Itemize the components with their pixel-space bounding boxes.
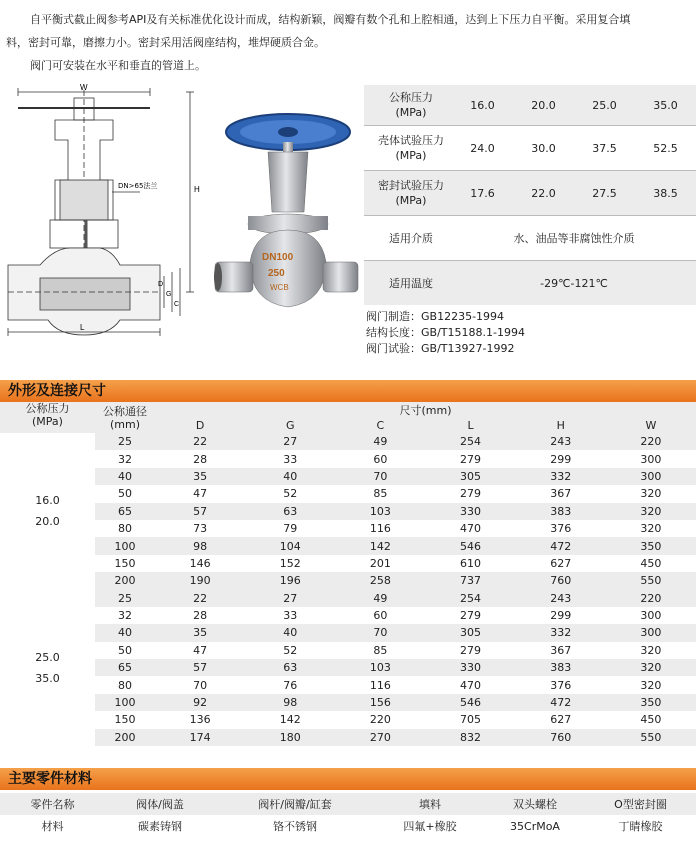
size-cell: 760	[516, 572, 606, 589]
standard-item: 阀门制造：GB12235-1994	[366, 310, 505, 323]
spec-value: 16.0	[470, 98, 495, 112]
size-cell: 546	[425, 694, 515, 711]
spec-value: 17.6	[470, 186, 495, 200]
intro-text	[6, 8, 696, 77]
size-cell: 104	[245, 537, 335, 554]
size-cell: 279	[460, 643, 482, 657]
size-cell: 35	[155, 468, 245, 485]
size-cell: 254	[425, 590, 515, 607]
size-cell: 705	[460, 713, 482, 727]
dn-cell: 40	[95, 468, 155, 485]
table-row	[0, 642, 696, 659]
size-cell: 156	[335, 694, 425, 711]
table-row	[0, 607, 696, 624]
pressure-group-label: 16.0 20.0	[0, 433, 95, 590]
spec-table	[364, 85, 696, 357]
size-cell: 70	[335, 468, 425, 485]
dn-cell: 50	[118, 487, 132, 501]
size-cell: 254	[425, 433, 515, 450]
size-cell: 174	[155, 729, 245, 746]
size-cell: 376	[550, 678, 572, 692]
spec-value: 22.0	[531, 186, 556, 200]
size-cell: 279	[460, 452, 482, 466]
g-label: G	[166, 291, 172, 298]
size-cell: 320	[640, 487, 662, 501]
size-cell: 52	[283, 487, 298, 501]
table-row	[0, 676, 696, 693]
size-cell: 92	[155, 694, 245, 711]
valve-product-photo	[210, 112, 360, 332]
standards-list	[364, 309, 696, 357]
dn-cell: 65	[95, 659, 155, 676]
size-cell: 832	[425, 729, 515, 746]
dn-cell: 32	[118, 452, 132, 466]
size-cell: 98	[245, 694, 335, 711]
size-cell: 383	[516, 503, 606, 520]
header-col: D	[195, 419, 205, 432]
size-cell: 47	[193, 643, 208, 657]
size-cell: 550	[606, 729, 696, 746]
size-cell: 116	[369, 522, 391, 536]
size-cell: 470	[460, 678, 482, 692]
size-cell: 332	[516, 468, 606, 485]
materials-table	[0, 793, 696, 837]
table-row	[0, 555, 696, 572]
size-cell: 47	[193, 487, 208, 501]
size-cell: 470	[460, 522, 482, 536]
header-col: G	[285, 419, 295, 432]
size-cell: 49	[335, 590, 425, 607]
table-row	[0, 485, 696, 502]
dn-cell: 100	[95, 537, 155, 554]
size-cell: 63	[245, 659, 335, 676]
size-cell: 243	[516, 590, 606, 607]
size-cell: 376	[550, 522, 572, 536]
materials-cell: 铬不锈钢	[273, 820, 317, 833]
size-cell: 70	[335, 624, 425, 641]
size-cell: 220	[606, 590, 696, 607]
spec-row-medium	[364, 215, 696, 260]
size-cell: 136	[189, 713, 211, 727]
size-cell: 60	[373, 452, 388, 466]
materials-header-cell: 阀体/阀盖	[105, 793, 215, 815]
size-cell: 299	[550, 609, 572, 623]
dn-cell: 100	[95, 694, 155, 711]
size-cell: 320	[640, 678, 662, 692]
table-row	[0, 537, 696, 554]
dimensions-header-row	[0, 402, 696, 418]
header-col: H	[556, 419, 565, 432]
spec-label: 壳体试验压力	[378, 134, 444, 147]
materials-header-row	[0, 793, 696, 815]
size-cell: 33	[283, 452, 298, 466]
size-cell: 330	[425, 659, 515, 676]
spec-row-temperature	[364, 260, 696, 305]
table-row	[0, 729, 696, 746]
dn-cell: 65	[95, 503, 155, 520]
size-cell: 320	[640, 522, 662, 536]
size-cell: 79	[283, 522, 298, 536]
spec-value: 27.5	[592, 186, 617, 200]
dimensions-body	[0, 433, 696, 746]
l-label: L	[80, 323, 85, 332]
materials-header-cell: 阀杆/阀瓣/缸套	[215, 793, 375, 815]
size-cell: 22	[155, 433, 245, 450]
materials-header-cell: O型密封圈	[585, 793, 696, 815]
dn-cell: 200	[95, 572, 155, 589]
dimensions-section-title: 外形及连接尺寸	[0, 380, 696, 402]
size-cell: 300	[640, 609, 662, 623]
dimensions-table	[0, 402, 696, 746]
table-row	[0, 468, 696, 485]
size-cell: 142	[279, 713, 301, 727]
spec-value: 25.0	[592, 98, 617, 112]
table-row	[0, 450, 696, 467]
size-cell: 627	[550, 556, 572, 570]
table-row	[0, 659, 696, 676]
dn-cell: 150	[114, 713, 136, 727]
size-cell: 98	[155, 537, 245, 554]
materials-cell: 碳素铸钢	[138, 820, 182, 833]
materials-header-cell: 双头螺栓	[485, 793, 585, 815]
size-cell: 270	[335, 729, 425, 746]
spec-label: 公称压力	[389, 91, 433, 104]
size-cell: 201	[369, 556, 391, 570]
materials-header-cell: 零件名称	[0, 793, 105, 815]
spec-label: 密封试验压力	[378, 179, 444, 192]
spec-unit: (MPa)	[395, 149, 427, 162]
size-cell: 350	[606, 694, 696, 711]
size-cell: 70	[193, 678, 208, 692]
header-dn: 公称通径 (mm)	[103, 404, 147, 431]
table-row	[0, 520, 696, 537]
size-cell: 320	[606, 659, 696, 676]
materials-cell: 四氟+橡胶	[403, 820, 457, 833]
size-cell: 22	[155, 590, 245, 607]
size-cell: 330	[425, 503, 515, 520]
photo-stamp-pressure: 250	[268, 268, 285, 279]
size-cell: 243	[516, 433, 606, 450]
header-col: L	[467, 419, 474, 432]
size-cell: 220	[369, 713, 391, 727]
h-label: H	[194, 185, 200, 194]
size-cell: 33	[283, 609, 298, 623]
size-cell: 116	[369, 678, 391, 692]
size-cell: 146	[189, 556, 211, 570]
spec-value: 37.5	[592, 141, 617, 155]
size-cell: 450	[640, 556, 662, 570]
materials-row	[0, 815, 696, 837]
dn-cell: 50	[118, 643, 132, 657]
size-cell: 610	[460, 556, 482, 570]
spec-value: 52.5	[653, 141, 678, 155]
size-cell: 103	[335, 503, 425, 520]
size-cell: 142	[335, 537, 425, 554]
w-label: W	[80, 83, 88, 92]
dn-cell: 25	[95, 590, 155, 607]
size-cell: 76	[283, 678, 298, 692]
size-cell: 320	[640, 643, 662, 657]
pressure-group-label: 25.0 35.0	[0, 590, 95, 747]
temp-label: 适用温度	[389, 276, 433, 290]
size-cell: 300	[606, 468, 696, 485]
size-cell: 450	[640, 713, 662, 727]
header-col: C	[376, 419, 385, 432]
materials-header-cell: 填料	[375, 793, 485, 815]
dn-cell: 80	[118, 678, 132, 692]
size-cell: 320	[606, 503, 696, 520]
intro-line-1: 自平衡式截止阀参考API及有关标准优化设计而成，结构新颖，阀瓣有数个孔和上腔相通，达到上下压力自平衡。采用复合填	[30, 13, 631, 26]
dn-cell: 80	[118, 522, 132, 536]
dn-cell: 25	[95, 433, 155, 450]
size-cell: 57	[155, 659, 245, 676]
table-row	[0, 624, 696, 641]
spec-row-shell-test	[364, 125, 696, 170]
materials-cell: 丁睛橡胶	[618, 820, 663, 833]
c-label: C	[174, 301, 180, 308]
table-row	[0, 694, 696, 711]
spec-value: 35.0	[653, 98, 678, 112]
intro-line-2: 料，密封可靠，磨擦力小。密封采用活阀座结构，堆焊硬质合金。	[6, 36, 325, 49]
size-cell: 300	[640, 452, 662, 466]
size-cell: 627	[550, 713, 572, 727]
size-cell: 28	[193, 609, 208, 623]
size-cell: 332	[516, 624, 606, 641]
medium-label: 适用介质	[389, 231, 433, 245]
header-pressure: 公称压力 (MPa)	[25, 402, 70, 428]
size-cell: 63	[245, 503, 335, 520]
materials-section-title: 主要零件材料	[0, 768, 696, 790]
size-cell: 737	[425, 572, 515, 589]
size-cell: 28	[193, 452, 208, 466]
spec-unit: (MPa)	[395, 106, 427, 119]
size-cell: 27	[245, 590, 335, 607]
size-cell: 180	[245, 729, 335, 746]
size-cell: 60	[373, 609, 388, 623]
size-cell: 49	[335, 433, 425, 450]
size-cell: 472	[516, 537, 606, 554]
header-size: 尺寸(mm)	[399, 404, 452, 417]
size-cell: 472	[516, 694, 606, 711]
size-cell: 85	[373, 643, 388, 657]
size-cell: 40	[245, 468, 335, 485]
dn-cell: 150	[114, 556, 136, 570]
spec-value: 38.5	[653, 186, 678, 200]
valve-section-drawing	[0, 80, 210, 340]
size-cell: 760	[516, 729, 606, 746]
table-row	[0, 711, 696, 728]
size-cell: 305	[425, 468, 515, 485]
size-cell: 190	[155, 572, 245, 589]
standard-item: 结构长度：GB/T15188.1-1994	[366, 326, 525, 339]
size-cell: 40	[245, 624, 335, 641]
dn-cell: 40	[95, 624, 155, 641]
materials-cell: 35CrMoA	[510, 819, 560, 833]
size-cell: 367	[550, 487, 572, 501]
spec-row-seal-test	[364, 170, 696, 215]
size-cell: 279	[460, 487, 482, 501]
spec-value: 30.0	[531, 141, 556, 155]
size-cell: 305	[425, 624, 515, 641]
size-cell: 152	[279, 556, 301, 570]
spec-row-nominal-pressure	[364, 85, 696, 125]
table-row	[0, 572, 696, 589]
size-cell: 367	[550, 643, 572, 657]
temp-value: -29℃-121℃	[540, 276, 608, 290]
size-cell: 196	[245, 572, 335, 589]
size-cell: 300	[606, 624, 696, 641]
size-cell: 73	[193, 522, 208, 536]
size-cell: 103	[335, 659, 425, 676]
spec-value: 20.0	[531, 98, 556, 112]
size-cell: 85	[373, 487, 388, 501]
size-cell: 383	[516, 659, 606, 676]
size-cell: 27	[245, 433, 335, 450]
size-cell: 350	[606, 537, 696, 554]
header-col: W	[645, 419, 657, 432]
dn-cell: 32	[118, 609, 132, 623]
flange-note: DN>65法兰	[118, 182, 158, 190]
size-cell: 546	[425, 537, 515, 554]
size-cell: 35	[155, 624, 245, 641]
spec-unit: (MPa)	[395, 194, 427, 207]
standard-item: 阀门试验：GB/T13927-1992	[366, 342, 515, 355]
photo-stamp-dn: DN100	[262, 252, 294, 263]
size-cell: 279	[460, 609, 482, 623]
spec-value: 24.0	[470, 141, 495, 155]
size-cell: 550	[606, 572, 696, 589]
dn-cell: 200	[95, 729, 155, 746]
medium-value: 水、油品等非腐蚀性介质	[513, 232, 635, 245]
table-row	[0, 503, 696, 520]
intro-line-3: 阀门可安装在水平和垂直的管道上。	[30, 59, 206, 72]
size-cell: 299	[550, 452, 572, 466]
photo-stamp-material: WCB	[270, 283, 289, 292]
d-label: D	[158, 281, 164, 288]
materials-cell: 材料	[41, 820, 64, 833]
size-cell: 57	[155, 503, 245, 520]
size-cell: 220	[606, 433, 696, 450]
table-row	[0, 590, 696, 607]
table-row	[0, 433, 696, 450]
size-cell: 258	[335, 572, 425, 589]
size-cell: 52	[283, 643, 298, 657]
